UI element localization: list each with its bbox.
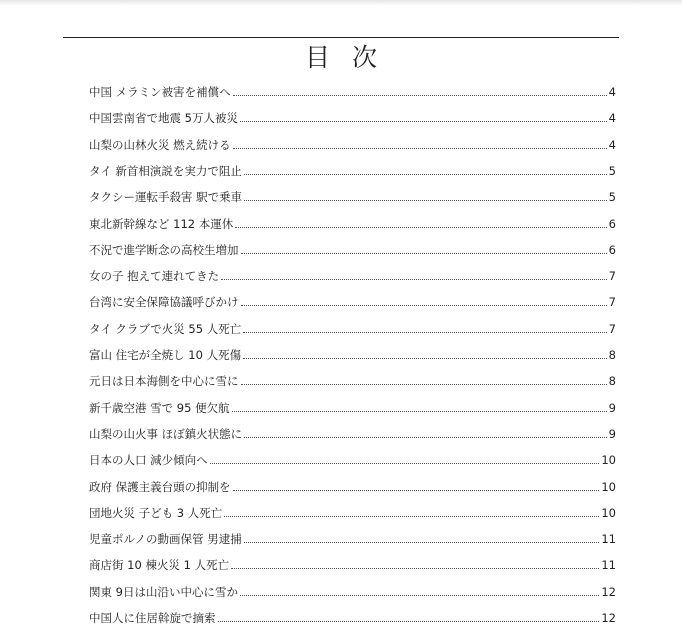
toc-leader-dots	[241, 253, 607, 254]
toc-entry[interactable]	[89, 137, 616, 153]
toc-entry-title: タイ クラブで火災 55 人死亡	[89, 321, 242, 336]
toc-entry[interactable]	[89, 216, 616, 232]
toc-leader-dots	[235, 227, 606, 228]
toc-leader-dots	[241, 384, 607, 385]
toc-entry-page-number: 8	[608, 348, 616, 362]
toc-entry[interactable]	[89, 505, 616, 521]
toc-leader-dots	[244, 200, 607, 201]
toc-entry[interactable]	[89, 610, 616, 626]
toc-leader-dots	[218, 621, 600, 622]
toc-entry[interactable]	[89, 584, 616, 600]
toc-entry[interactable]	[89, 373, 616, 389]
toc-entry-page-number: 12	[601, 611, 616, 625]
toc-entry-page-number: 10	[601, 479, 616, 494]
toc-entry-page-number: 5	[608, 163, 616, 178]
viewer-top-shadow	[0, 0, 682, 6]
toc-entry-page-number: 12	[601, 584, 616, 599]
toc-leader-dots	[231, 568, 599, 569]
toc-entry-title: 中国人に住居斡旋で摘索	[89, 611, 216, 625]
toc-leader-dots	[243, 332, 606, 333]
toc-entry[interactable]	[89, 163, 616, 179]
toc-leader-dots	[233, 95, 607, 96]
toc-entry[interactable]	[89, 400, 616, 416]
toc-leader-dots	[240, 121, 607, 122]
toc-entry-title: 中国 メラミン被害を補償へ	[89, 85, 231, 99]
toc-entry-page-number: 7	[608, 321, 616, 336]
toc-leader-dots	[221, 279, 607, 280]
toc-entry-page-number: 10	[601, 505, 616, 520]
toc-entry-page-number: 11	[601, 558, 616, 573]
toc-entry-title: 山梨の山林火災 燃え続ける	[89, 137, 231, 152]
toc-entry-page-number: 7	[608, 269, 616, 284]
toc-entry-title: タイ 新首相演説を実力で阻止	[89, 163, 242, 178]
toc-entry[interactable]	[89, 321, 616, 337]
toc-entry[interactable]	[89, 557, 616, 573]
header-rule	[63, 37, 619, 38]
toc-entry[interactable]	[89, 242, 616, 258]
toc-entry[interactable]	[89, 531, 616, 547]
toc-entry-title: 日本の人口 減少傾向へ	[89, 453, 208, 468]
toc-entry[interactable]	[89, 347, 616, 363]
toc-entry-page-number: 9	[608, 426, 616, 441]
toc-leader-dots	[233, 148, 607, 149]
toc-entry-title: 富山 住宅が全焼し 10 人死傷	[89, 348, 242, 362]
toc-entry-page-number: 10	[601, 453, 616, 468]
toc-entry-page-number: 6	[608, 216, 616, 231]
toc-entry-title: 関東 9日は山沿い中心に雪か	[89, 584, 238, 599]
toc-entry[interactable]	[89, 452, 616, 468]
toc-entry[interactable]	[89, 110, 616, 126]
toc-entry-title: 台湾に安全保障協議呼びかけ	[89, 295, 239, 310]
toc-entry-title: 元日は日本海側を中心に雪に	[89, 374, 239, 389]
toc-leader-dots	[210, 463, 600, 464]
toc-entry-page-number: 4	[608, 85, 616, 99]
toc-entry-title: 商店街 10 棟火災 1 人死亡	[89, 558, 230, 573]
toc-leader-dots	[224, 516, 599, 517]
toc-leader-dots	[240, 595, 599, 596]
toc-entry-page-number: 4	[608, 137, 616, 152]
toc-entry-page-number: 9	[608, 400, 616, 415]
toc-entry[interactable]	[89, 189, 616, 205]
toc-leader-dots	[244, 174, 607, 175]
toc-entry[interactable]	[89, 268, 616, 284]
toc-entry-title: 不況で進学断念の高校生増加	[89, 242, 239, 257]
toc-entry[interactable]	[89, 479, 616, 495]
toc-entry-title: 児童ポルノの動画保管 男逮捕	[89, 532, 242, 547]
toc-entry-title: 山梨の山火事 ほぼ鎮火状態に	[89, 426, 243, 441]
toc-leader-dots	[233, 490, 600, 491]
toc-entry-page-number: 4	[608, 111, 616, 126]
toc-leader-dots	[243, 358, 607, 359]
toc-leader-dots	[244, 437, 607, 438]
toc-entry-title: 女の子 抱えて連れてきた	[89, 269, 220, 284]
toc-leader-dots	[244, 542, 600, 543]
toc-entry-title: タクシー運転手殺害 駅で乗車	[89, 190, 243, 205]
toc-entry-title: 団地火災 子ども 3 人死亡	[89, 505, 223, 520]
toc-entry-title: 中国雲南省で地震 5万人被災	[89, 111, 238, 126]
toc-entry[interactable]	[89, 294, 616, 310]
toc-leader-dots	[241, 305, 607, 306]
toc-entry-page-number: 11	[601, 532, 616, 547]
toc-entry[interactable]	[89, 84, 616, 100]
toc-entry-title: 政府 保護主義台頭の抑制を	[89, 479, 231, 494]
toc-title: 目次	[304, 43, 399, 72]
document-page	[63, 37, 619, 625]
toc-entry-page-number: 7	[608, 295, 616, 310]
toc-entry-page-number: 8	[608, 374, 616, 389]
toc-leader-dots	[232, 411, 607, 412]
toc-entry-page-number: 5	[608, 190, 616, 205]
toc-entry-page-number: 6	[608, 242, 616, 257]
toc-entry[interactable]	[89, 426, 616, 442]
toc-entry-title: 東北新幹線など 112 本運休	[89, 216, 234, 231]
toc-entry-title: 新千歳空港 雪で 95 便欠航	[89, 400, 230, 415]
